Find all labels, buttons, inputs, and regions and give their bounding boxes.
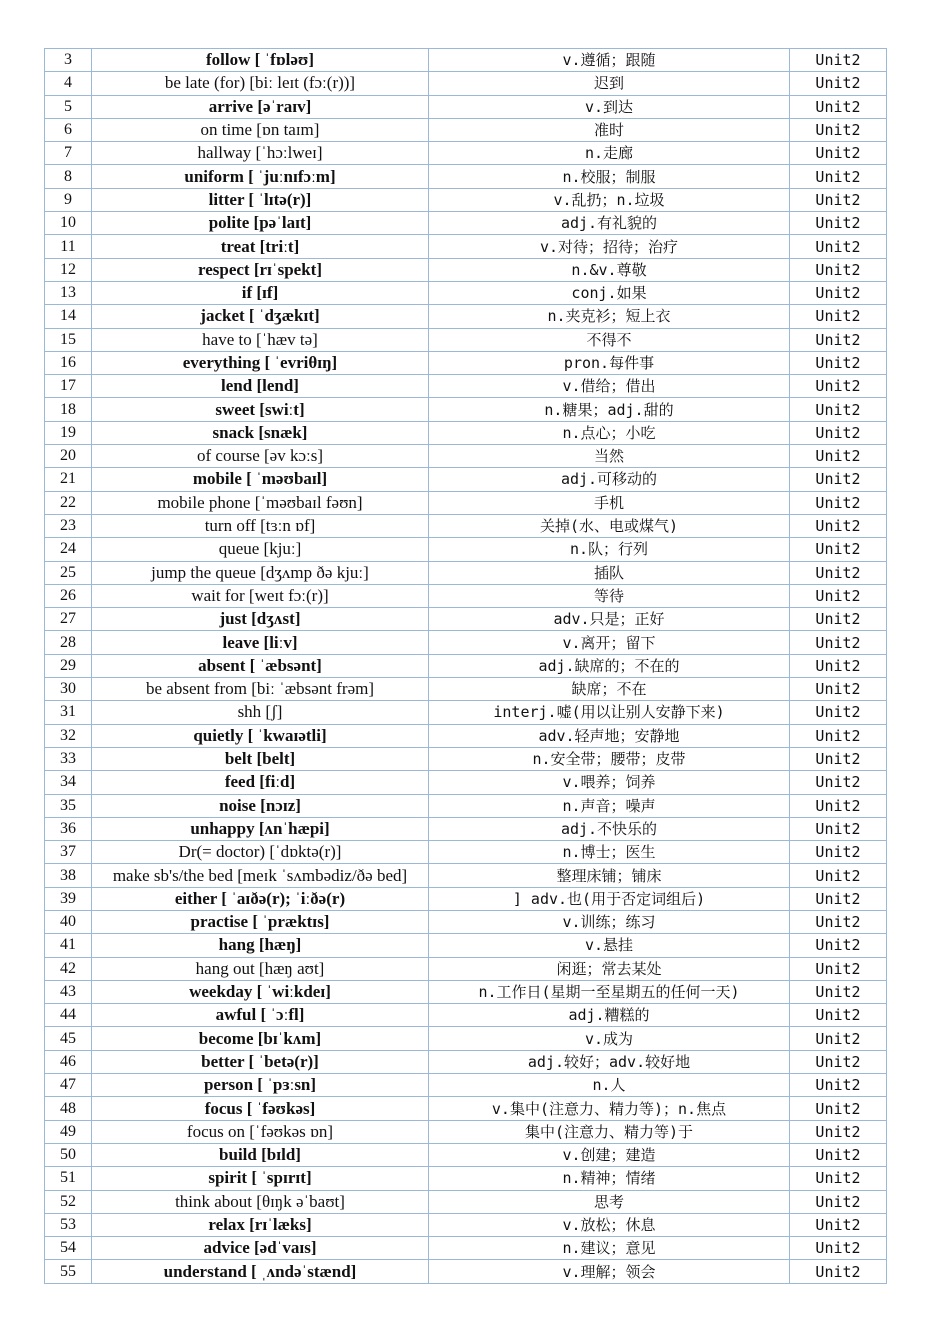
row-number: 25 <box>45 561 92 584</box>
unit-label: Unit2 <box>790 771 887 794</box>
row-number: 11 <box>45 235 92 258</box>
word-phonetic: treat [triːt] <box>92 235 429 258</box>
table-row <box>45 957 887 980</box>
word-phonetic: of course [əv kɔːs] <box>92 445 429 468</box>
word-phonetic: uniform [ ˈjuːnɪfɔːm] <box>92 165 429 188</box>
chinese-meaning: n.校服；制服 <box>429 165 790 188</box>
unit-label: Unit2 <box>790 538 887 561</box>
chinese-meaning: adv.轻声地；安静地 <box>429 724 790 747</box>
table-row <box>45 375 887 398</box>
row-number: 21 <box>45 468 92 491</box>
word-phonetic: on time [ɒn taɪm] <box>92 118 429 141</box>
table-row <box>45 491 887 514</box>
unit-label: Unit2 <box>790 118 887 141</box>
word-phonetic: mobile phone [ˈməʊbaɪl fəʊn] <box>92 491 429 514</box>
chinese-meaning: 关掉(水、电或煤气) <box>429 514 790 537</box>
chinese-meaning: adj.不快乐的 <box>429 817 790 840</box>
table-row <box>45 142 887 165</box>
table-row <box>45 351 887 374</box>
word-phonetic: focus on [ˈfəʊkəs ɒn] <box>92 1120 429 1143</box>
chinese-meaning: 整理床铺；铺床 <box>429 864 790 887</box>
row-number: 39 <box>45 887 92 910</box>
chinese-meaning: v.乱扔；n.垃圾 <box>429 188 790 211</box>
row-number: 13 <box>45 281 92 304</box>
table-row <box>45 864 887 887</box>
chinese-meaning: v.对待；招待；治疗 <box>429 235 790 258</box>
chinese-meaning: n.队；行列 <box>429 538 790 561</box>
unit-label: Unit2 <box>790 1120 887 1143</box>
row-number: 26 <box>45 584 92 607</box>
chinese-meaning: v.到达 <box>429 95 790 118</box>
chinese-meaning: 迟到 <box>429 72 790 95</box>
row-number: 6 <box>45 118 92 141</box>
table-row <box>45 608 887 631</box>
unit-label: Unit2 <box>790 1190 887 1213</box>
table-row <box>45 514 887 537</box>
vocabulary-table-body <box>45 49 887 1284</box>
chinese-meaning: v.离开；留下 <box>429 631 790 654</box>
table-row <box>45 794 887 817</box>
row-number: 52 <box>45 1190 92 1213</box>
row-number: 30 <box>45 678 92 701</box>
table-row <box>45 631 887 654</box>
row-number: 44 <box>45 1004 92 1027</box>
word-phonetic: Dr(= doctor) [ˈdɒktə(r)] <box>92 841 429 864</box>
chinese-meaning: 当然 <box>429 445 790 468</box>
word-phonetic: either [ ˈaɪðə(r); ˈiːðə(r) <box>92 887 429 910</box>
table-row <box>45 724 887 747</box>
word-phonetic: build [bɪld] <box>92 1143 429 1166</box>
word-phonetic: weekday [ ˈwiːkdeɪ] <box>92 980 429 1003</box>
chinese-meaning: n.精神；情绪 <box>429 1167 790 1190</box>
word-phonetic: polite [pəˈlaɪt] <box>92 212 429 235</box>
chinese-meaning: adj.较好；adv.较好地 <box>429 1050 790 1073</box>
unit-label: Unit2 <box>790 188 887 211</box>
unit-label: Unit2 <box>790 584 887 607</box>
chinese-meaning: n.人 <box>429 1074 790 1097</box>
unit-label: Unit2 <box>790 980 887 1003</box>
unit-label: Unit2 <box>790 841 887 864</box>
word-phonetic: awful [ ˈɔːfl] <box>92 1004 429 1027</box>
chinese-meaning: 准时 <box>429 118 790 141</box>
unit-label: Unit2 <box>790 678 887 701</box>
table-row <box>45 188 887 211</box>
table-row <box>45 771 887 794</box>
table-row <box>45 281 887 304</box>
row-number: 18 <box>45 398 92 421</box>
row-number: 22 <box>45 491 92 514</box>
row-number: 50 <box>45 1143 92 1166</box>
table-row <box>45 468 887 491</box>
row-number: 54 <box>45 1237 92 1260</box>
word-phonetic: respect [rɪˈspekt] <box>92 258 429 281</box>
chinese-meaning: n.建议；意见 <box>429 1237 790 1260</box>
row-number: 41 <box>45 934 92 957</box>
table-row <box>45 887 887 910</box>
chinese-meaning: v.喂养；饲养 <box>429 771 790 794</box>
word-phonetic: litter [ ˈlɪtə(r)] <box>92 188 429 211</box>
unit-label: Unit2 <box>790 468 887 491</box>
row-number: 45 <box>45 1027 92 1050</box>
chinese-meaning: n.点心；小吃 <box>429 421 790 444</box>
unit-label: Unit2 <box>790 328 887 351</box>
word-phonetic: person [ ˈpɜːsn] <box>92 1074 429 1097</box>
unit-label: Unit2 <box>790 281 887 304</box>
word-phonetic: become [bɪˈkʌm] <box>92 1027 429 1050</box>
table-row <box>45 538 887 561</box>
table-row <box>45 118 887 141</box>
table-row <box>45 561 887 584</box>
table-row <box>45 445 887 468</box>
chinese-meaning: v.集中(注意力、精力等)；n.焦点 <box>429 1097 790 1120</box>
unit-label: Unit2 <box>790 747 887 770</box>
chinese-meaning: v.借给；借出 <box>429 375 790 398</box>
unit-label: Unit2 <box>790 398 887 421</box>
unit-label: Unit2 <box>790 631 887 654</box>
unit-label: Unit2 <box>790 1260 887 1283</box>
unit-label: Unit2 <box>790 654 887 677</box>
table-row <box>45 1190 887 1213</box>
vocabulary-table <box>44 48 887 1284</box>
table-row <box>45 934 887 957</box>
word-phonetic: be late (for) [biː leɪt (fɔː(r))] <box>92 72 429 95</box>
table-row <box>45 817 887 840</box>
word-phonetic: mobile [ ˈməʊbaɪl] <box>92 468 429 491</box>
table-row <box>45 1167 887 1190</box>
word-phonetic: make sb's/the bed [meɪk ˈsʌmbədiz/ðə bed] <box>92 864 429 887</box>
chinese-meaning: 集中(注意力、精力等)于 <box>429 1120 790 1143</box>
row-number: 48 <box>45 1097 92 1120</box>
row-number: 8 <box>45 165 92 188</box>
unit-label: Unit2 <box>790 957 887 980</box>
unit-label: Unit2 <box>790 1167 887 1190</box>
chinese-meaning: v.放松；休息 <box>429 1213 790 1236</box>
word-phonetic: arrive [əˈraɪv] <box>92 95 429 118</box>
unit-label: Unit2 <box>790 1237 887 1260</box>
word-phonetic: quietly [ ˈkwaɪətli] <box>92 724 429 747</box>
unit-label: Unit2 <box>790 1027 887 1050</box>
word-phonetic: snack [snæk] <box>92 421 429 444</box>
table-row <box>45 1260 887 1283</box>
chinese-meaning: 手机 <box>429 491 790 514</box>
unit-label: Unit2 <box>790 1050 887 1073</box>
unit-label: Unit2 <box>790 142 887 165</box>
chinese-meaning: v.遵循；跟随 <box>429 49 790 72</box>
row-number: 23 <box>45 514 92 537</box>
row-number: 20 <box>45 445 92 468</box>
table-row <box>45 1120 887 1143</box>
row-number: 42 <box>45 957 92 980</box>
word-phonetic: hallway [ˈhɔːlweɪ] <box>92 142 429 165</box>
row-number: 55 <box>45 1260 92 1283</box>
word-phonetic: lend [lend] <box>92 375 429 398</box>
chinese-meaning: interj.嘘(用以让别人安静下来) <box>429 701 790 724</box>
row-number: 9 <box>45 188 92 211</box>
unit-label: Unit2 <box>790 445 887 468</box>
row-number: 38 <box>45 864 92 887</box>
table-row <box>45 1050 887 1073</box>
chinese-meaning: v.理解；领会 <box>429 1260 790 1283</box>
unit-label: Unit2 <box>790 561 887 584</box>
word-phonetic: advice [ədˈvaɪs] <box>92 1237 429 1260</box>
table-row <box>45 1213 887 1236</box>
chinese-meaning: v.悬挂 <box>429 934 790 957</box>
row-number: 15 <box>45 328 92 351</box>
table-row <box>45 421 887 444</box>
unit-label: Unit2 <box>790 1213 887 1236</box>
chinese-meaning: n.博士；医生 <box>429 841 790 864</box>
row-number: 7 <box>45 142 92 165</box>
table-row <box>45 1004 887 1027</box>
row-number: 40 <box>45 910 92 933</box>
row-number: 19 <box>45 421 92 444</box>
unit-label: Unit2 <box>790 235 887 258</box>
word-phonetic: sweet [swiːt] <box>92 398 429 421</box>
unit-label: Unit2 <box>790 934 887 957</box>
chinese-meaning: 闲逛；常去某处 <box>429 957 790 980</box>
table-row <box>45 1143 887 1166</box>
word-phonetic: think about [θɪŋk əˈbaʊt] <box>92 1190 429 1213</box>
word-phonetic: feed [fiːd] <box>92 771 429 794</box>
row-number: 34 <box>45 771 92 794</box>
chinese-meaning: v.成为 <box>429 1027 790 1050</box>
unit-label: Unit2 <box>790 72 887 95</box>
chinese-meaning: n.糖果；adj.甜的 <box>429 398 790 421</box>
row-number: 53 <box>45 1213 92 1236</box>
word-phonetic: hang out [hæŋ aʊt] <box>92 957 429 980</box>
word-phonetic: focus [ ˈfəʊkəs] <box>92 1097 429 1120</box>
chinese-meaning: adj.可移动的 <box>429 468 790 491</box>
chinese-meaning: adj.有礼貌的 <box>429 212 790 235</box>
word-phonetic: understand [ ˌʌndəˈstænd] <box>92 1260 429 1283</box>
word-phonetic: jump the queue [dʒʌmp ðə kjuː] <box>92 561 429 584</box>
unit-label: Unit2 <box>790 608 887 631</box>
unit-label: Unit2 <box>790 910 887 933</box>
chinese-meaning: n.声音；噪声 <box>429 794 790 817</box>
row-number: 14 <box>45 305 92 328</box>
row-number: 3 <box>45 49 92 72</box>
word-phonetic: belt [belt] <box>92 747 429 770</box>
row-number: 47 <box>45 1074 92 1097</box>
unit-label: Unit2 <box>790 1097 887 1120</box>
row-number: 5 <box>45 95 92 118</box>
word-phonetic: queue [kjuː] <box>92 538 429 561</box>
table-row <box>45 328 887 351</box>
unit-label: Unit2 <box>790 1143 887 1166</box>
unit-label: Unit2 <box>790 794 887 817</box>
table-row <box>45 258 887 281</box>
word-phonetic: wait for [weɪt fɔː(r)] <box>92 584 429 607</box>
unit-label: Unit2 <box>790 375 887 398</box>
table-row <box>45 1074 887 1097</box>
unit-label: Unit2 <box>790 514 887 537</box>
chinese-meaning: 插队 <box>429 561 790 584</box>
word-phonetic: spirit [ ˈspɪrɪt] <box>92 1167 429 1190</box>
word-phonetic: everything [ ˈevriθɪŋ] <box>92 351 429 374</box>
chinese-meaning: 缺席；不在 <box>429 678 790 701</box>
table-row <box>45 584 887 607</box>
row-number: 28 <box>45 631 92 654</box>
chinese-meaning: n.夹克衫；短上衣 <box>429 305 790 328</box>
chinese-meaning: adv.只是；正好 <box>429 608 790 631</box>
chinese-meaning: ] adv.也(用于否定词组后) <box>429 887 790 910</box>
table-row <box>45 1237 887 1260</box>
table-row <box>45 305 887 328</box>
row-number: 36 <box>45 817 92 840</box>
table-row <box>45 910 887 933</box>
row-number: 32 <box>45 724 92 747</box>
word-phonetic: noise [nɔɪz] <box>92 794 429 817</box>
table-row <box>45 212 887 235</box>
row-number: 27 <box>45 608 92 631</box>
word-phonetic: just [dʒʌst] <box>92 608 429 631</box>
row-number: 24 <box>45 538 92 561</box>
unit-label: Unit2 <box>790 491 887 514</box>
unit-label: Unit2 <box>790 817 887 840</box>
table-row <box>45 678 887 701</box>
table-row <box>45 72 887 95</box>
unit-label: Unit2 <box>790 701 887 724</box>
chinese-meaning: 不得不 <box>429 328 790 351</box>
unit-label: Unit2 <box>790 212 887 235</box>
row-number: 37 <box>45 841 92 864</box>
row-number: 17 <box>45 375 92 398</box>
chinese-meaning: adj.缺席的；不在的 <box>429 654 790 677</box>
chinese-meaning: 思考 <box>429 1190 790 1213</box>
chinese-meaning: conj.如果 <box>429 281 790 304</box>
row-number: 4 <box>45 72 92 95</box>
row-number: 10 <box>45 212 92 235</box>
unit-label: Unit2 <box>790 421 887 444</box>
table-row <box>45 841 887 864</box>
row-number: 16 <box>45 351 92 374</box>
unit-label: Unit2 <box>790 305 887 328</box>
word-phonetic: practise [ ˈpræktɪs] <box>92 910 429 933</box>
row-number: 29 <box>45 654 92 677</box>
word-phonetic: leave [liːv] <box>92 631 429 654</box>
chinese-meaning: adj.糟糕的 <box>429 1004 790 1027</box>
chinese-meaning: n.工作日(星期一至星期五的任何一天) <box>429 980 790 1003</box>
word-phonetic: relax [rɪˈlæks] <box>92 1213 429 1236</box>
word-phonetic: jacket [ ˈdʒækɪt] <box>92 305 429 328</box>
unit-label: Unit2 <box>790 724 887 747</box>
chinese-meaning: v.创建；建造 <box>429 1143 790 1166</box>
unit-label: Unit2 <box>790 887 887 910</box>
chinese-meaning: n.安全带；腰带；皮带 <box>429 747 790 770</box>
unit-label: Unit2 <box>790 49 887 72</box>
table-row <box>45 701 887 724</box>
word-phonetic: have to [ˈhæv tə] <box>92 328 429 351</box>
table-row <box>45 95 887 118</box>
unit-label: Unit2 <box>790 95 887 118</box>
row-number: 12 <box>45 258 92 281</box>
word-phonetic: follow [ ˈfɒləʊ] <box>92 49 429 72</box>
unit-label: Unit2 <box>790 258 887 281</box>
table-row <box>45 654 887 677</box>
row-number: 46 <box>45 1050 92 1073</box>
table-row <box>45 49 887 72</box>
table-row <box>45 1027 887 1050</box>
row-number: 51 <box>45 1167 92 1190</box>
chinese-meaning: n.走廊 <box>429 142 790 165</box>
word-phonetic: unhappy [ʌnˈhæpi] <box>92 817 429 840</box>
unit-label: Unit2 <box>790 165 887 188</box>
word-phonetic: if [ɪf] <box>92 281 429 304</box>
table-row <box>45 1097 887 1120</box>
word-phonetic: hang [hæŋ] <box>92 934 429 957</box>
chinese-meaning: 等待 <box>429 584 790 607</box>
unit-label: Unit2 <box>790 1004 887 1027</box>
row-number: 49 <box>45 1120 92 1143</box>
chinese-meaning: n.&v.尊敬 <box>429 258 790 281</box>
word-phonetic: absent [ ˈæbsənt] <box>92 654 429 677</box>
word-phonetic: be absent from [biː ˈæbsənt frəm] <box>92 678 429 701</box>
word-phonetic: better [ ˈbetə(r)] <box>92 1050 429 1073</box>
word-phonetic: turn off [tɜːn ɒf] <box>92 514 429 537</box>
word-phonetic: shh [ʃ] <box>92 701 429 724</box>
row-number: 43 <box>45 980 92 1003</box>
table-row <box>45 747 887 770</box>
unit-label: Unit2 <box>790 351 887 374</box>
row-number: 31 <box>45 701 92 724</box>
table-row <box>45 980 887 1003</box>
table-row <box>45 235 887 258</box>
unit-label: Unit2 <box>790 1074 887 1097</box>
row-number: 33 <box>45 747 92 770</box>
unit-label: Unit2 <box>790 864 887 887</box>
row-number: 35 <box>45 794 92 817</box>
chinese-meaning: pron.每件事 <box>429 351 790 374</box>
chinese-meaning: v.训练；练习 <box>429 910 790 933</box>
table-row <box>45 165 887 188</box>
table-row <box>45 398 887 421</box>
